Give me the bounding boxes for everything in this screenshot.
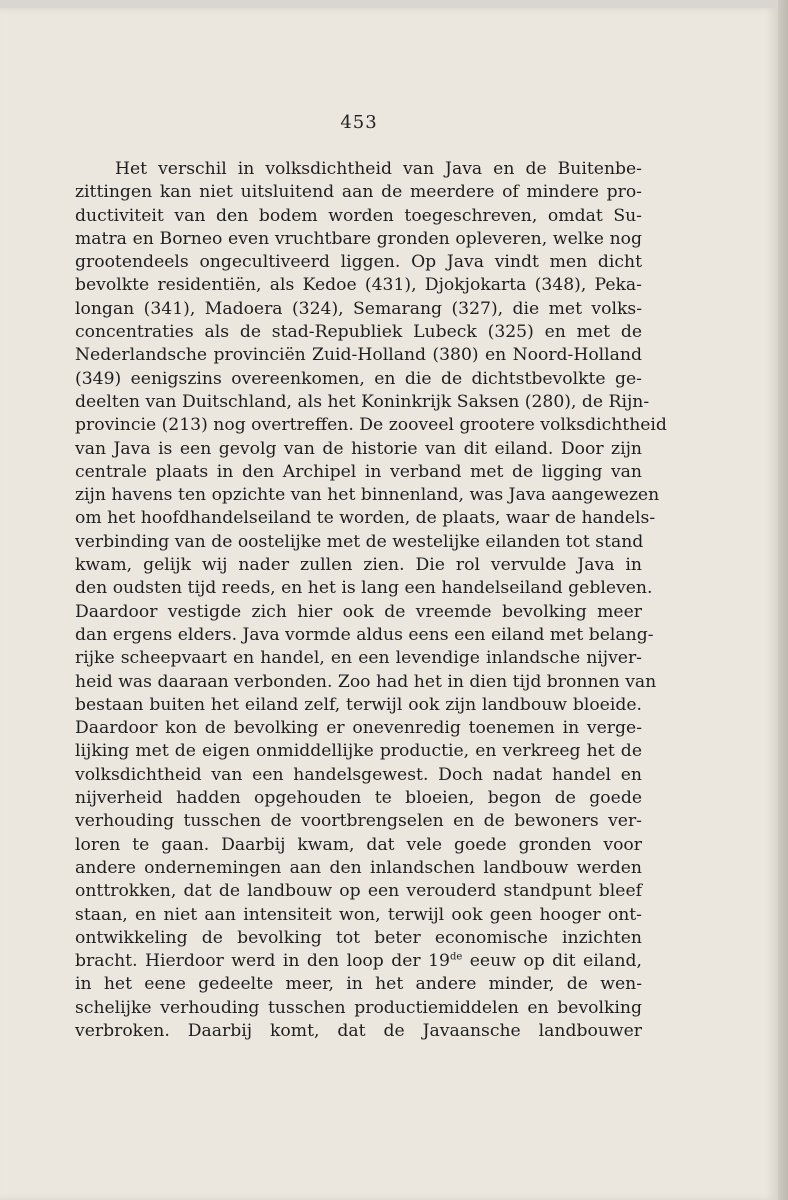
text-line: grootendeels ongecultiveerd liggen. Op Java vindt men dicht xyxy=(75,252,642,273)
text-line: dan ergens elders. Java vormde aldus eens een eiland met belang- xyxy=(75,624,654,645)
text-line: provincie (213) nog overtreffen. De zooveel grootere volksdichtheid xyxy=(75,415,667,436)
superscript: de xyxy=(449,951,463,963)
text-line: rijke scheepvaart en handel, en een levendige inlandsche nijver- xyxy=(75,648,642,669)
text-line: om het hoofdhandelseiland te worden, de plaats, waar de handels- xyxy=(75,508,656,529)
text-line: schelijke verhouding tusschen productiemiddelen en bevolking xyxy=(75,997,642,1018)
text-line: kwam, gelijk wij nader zullen zien. Die rol vervulde Java in xyxy=(75,555,642,576)
text-line: bestaan buiten het eiland zelf, terwijl ook zijn landbouw bloeide. xyxy=(75,694,642,715)
text-line: longan (341), Madoera (324), Semarang (327), die met volks- xyxy=(75,298,642,319)
text-line: zijn havens ten opzichte van het binnenland, was Java aangewezen xyxy=(75,485,660,506)
text-line: loren te gaan. Daarbij kwam, dat vele goede gronden voor xyxy=(75,834,642,855)
text-segment: bracht. Hierdoor werd in den loop der 19 xyxy=(75,951,450,972)
text-line: (349) eenigszins overeenkomen, en die de dichtstbevolkte ge- xyxy=(75,368,642,389)
body-text xyxy=(75,158,667,1043)
text-line: zittingen kan niet uitsluitend aan de meerdere of mindere pro- xyxy=(75,182,642,203)
text-line: ductiviteit van den bodem worden toegeschreven, omdat Su- xyxy=(75,205,642,226)
text-line: volksdichtheid van een handelsgewest. Doch nadat handel en xyxy=(75,764,642,785)
text-line: bevolkte residentiën, als Kedoe (431), Djokjokarta (348), Peka- xyxy=(75,275,642,296)
text-line: andere ondernemingen aan den inlandschen landbouw werden xyxy=(75,857,642,878)
book-page xyxy=(0,8,778,1200)
text-line: onttrokken, dat de landbouw op een verouderd standpunt bleef xyxy=(75,881,642,902)
text-line: lijking met de eigen onmiddellijke productie, en verkreeg het de xyxy=(75,741,642,762)
text-line: Daardoor kon de bevolking er onevenredig toenemen in verge- xyxy=(75,718,642,739)
text-segment: eeuw op dit eiland, xyxy=(462,951,642,972)
text-line: heid was daaraan verbonden. Zoo had het in dien tijd bronnen van xyxy=(75,671,657,692)
text-line: van Java is een gevolg van de historie van dit eiland. Door zijn xyxy=(75,438,642,459)
text-line: matra en Borneo even vruchtbare gronden opleveren, welke nog xyxy=(75,228,642,249)
text-line: concentraties als de stad-Republiek Lubeck (325) en met de xyxy=(75,322,642,343)
text-line: ontwikkeling de bevolking tot beter economische inzichten xyxy=(75,927,642,948)
page-number: 453 xyxy=(340,112,378,133)
text-line: verhouding tusschen de voortbrengselen en de bewoners ver- xyxy=(75,811,642,832)
text-line: den oudsten tijd reeds, en het is lang een handelseiland gebleven. xyxy=(75,578,653,599)
text-line: deelten van Duitschland, als het Koninkrijk Saksen (280), de Rijn- xyxy=(75,391,650,412)
text-line: verbroken. Daarbij komt, dat de Javaansche landbouwer xyxy=(75,1020,642,1041)
text-line: nijverheid hadden opgehouden te bloeien, begon de goede xyxy=(75,788,642,809)
text-line: staan, en niet aan intensiteit won, terwijl ook geen hooger ont- xyxy=(75,904,642,925)
text-line: centrale plaats in den Archipel in verband met de ligging van xyxy=(75,461,642,482)
text-line: in het eene gedeelte meer, in het andere minder, de wen- xyxy=(75,974,642,995)
text-line-with-superscript xyxy=(75,950,642,973)
text-line: Daardoor vestigde zich hier ook de vreemde bevolking meer xyxy=(75,601,642,622)
text-line: Nederlandsche provinciën Zuid-Holland (380) en Noord-Holland xyxy=(75,345,642,366)
page-edge xyxy=(778,0,788,1200)
text-line: Het verschil in volksdichtheid van Java en de Buitenbe- xyxy=(115,159,642,179)
text-line: verbinding van de oostelijke met de westelijke eilanden tot stand xyxy=(75,531,644,552)
